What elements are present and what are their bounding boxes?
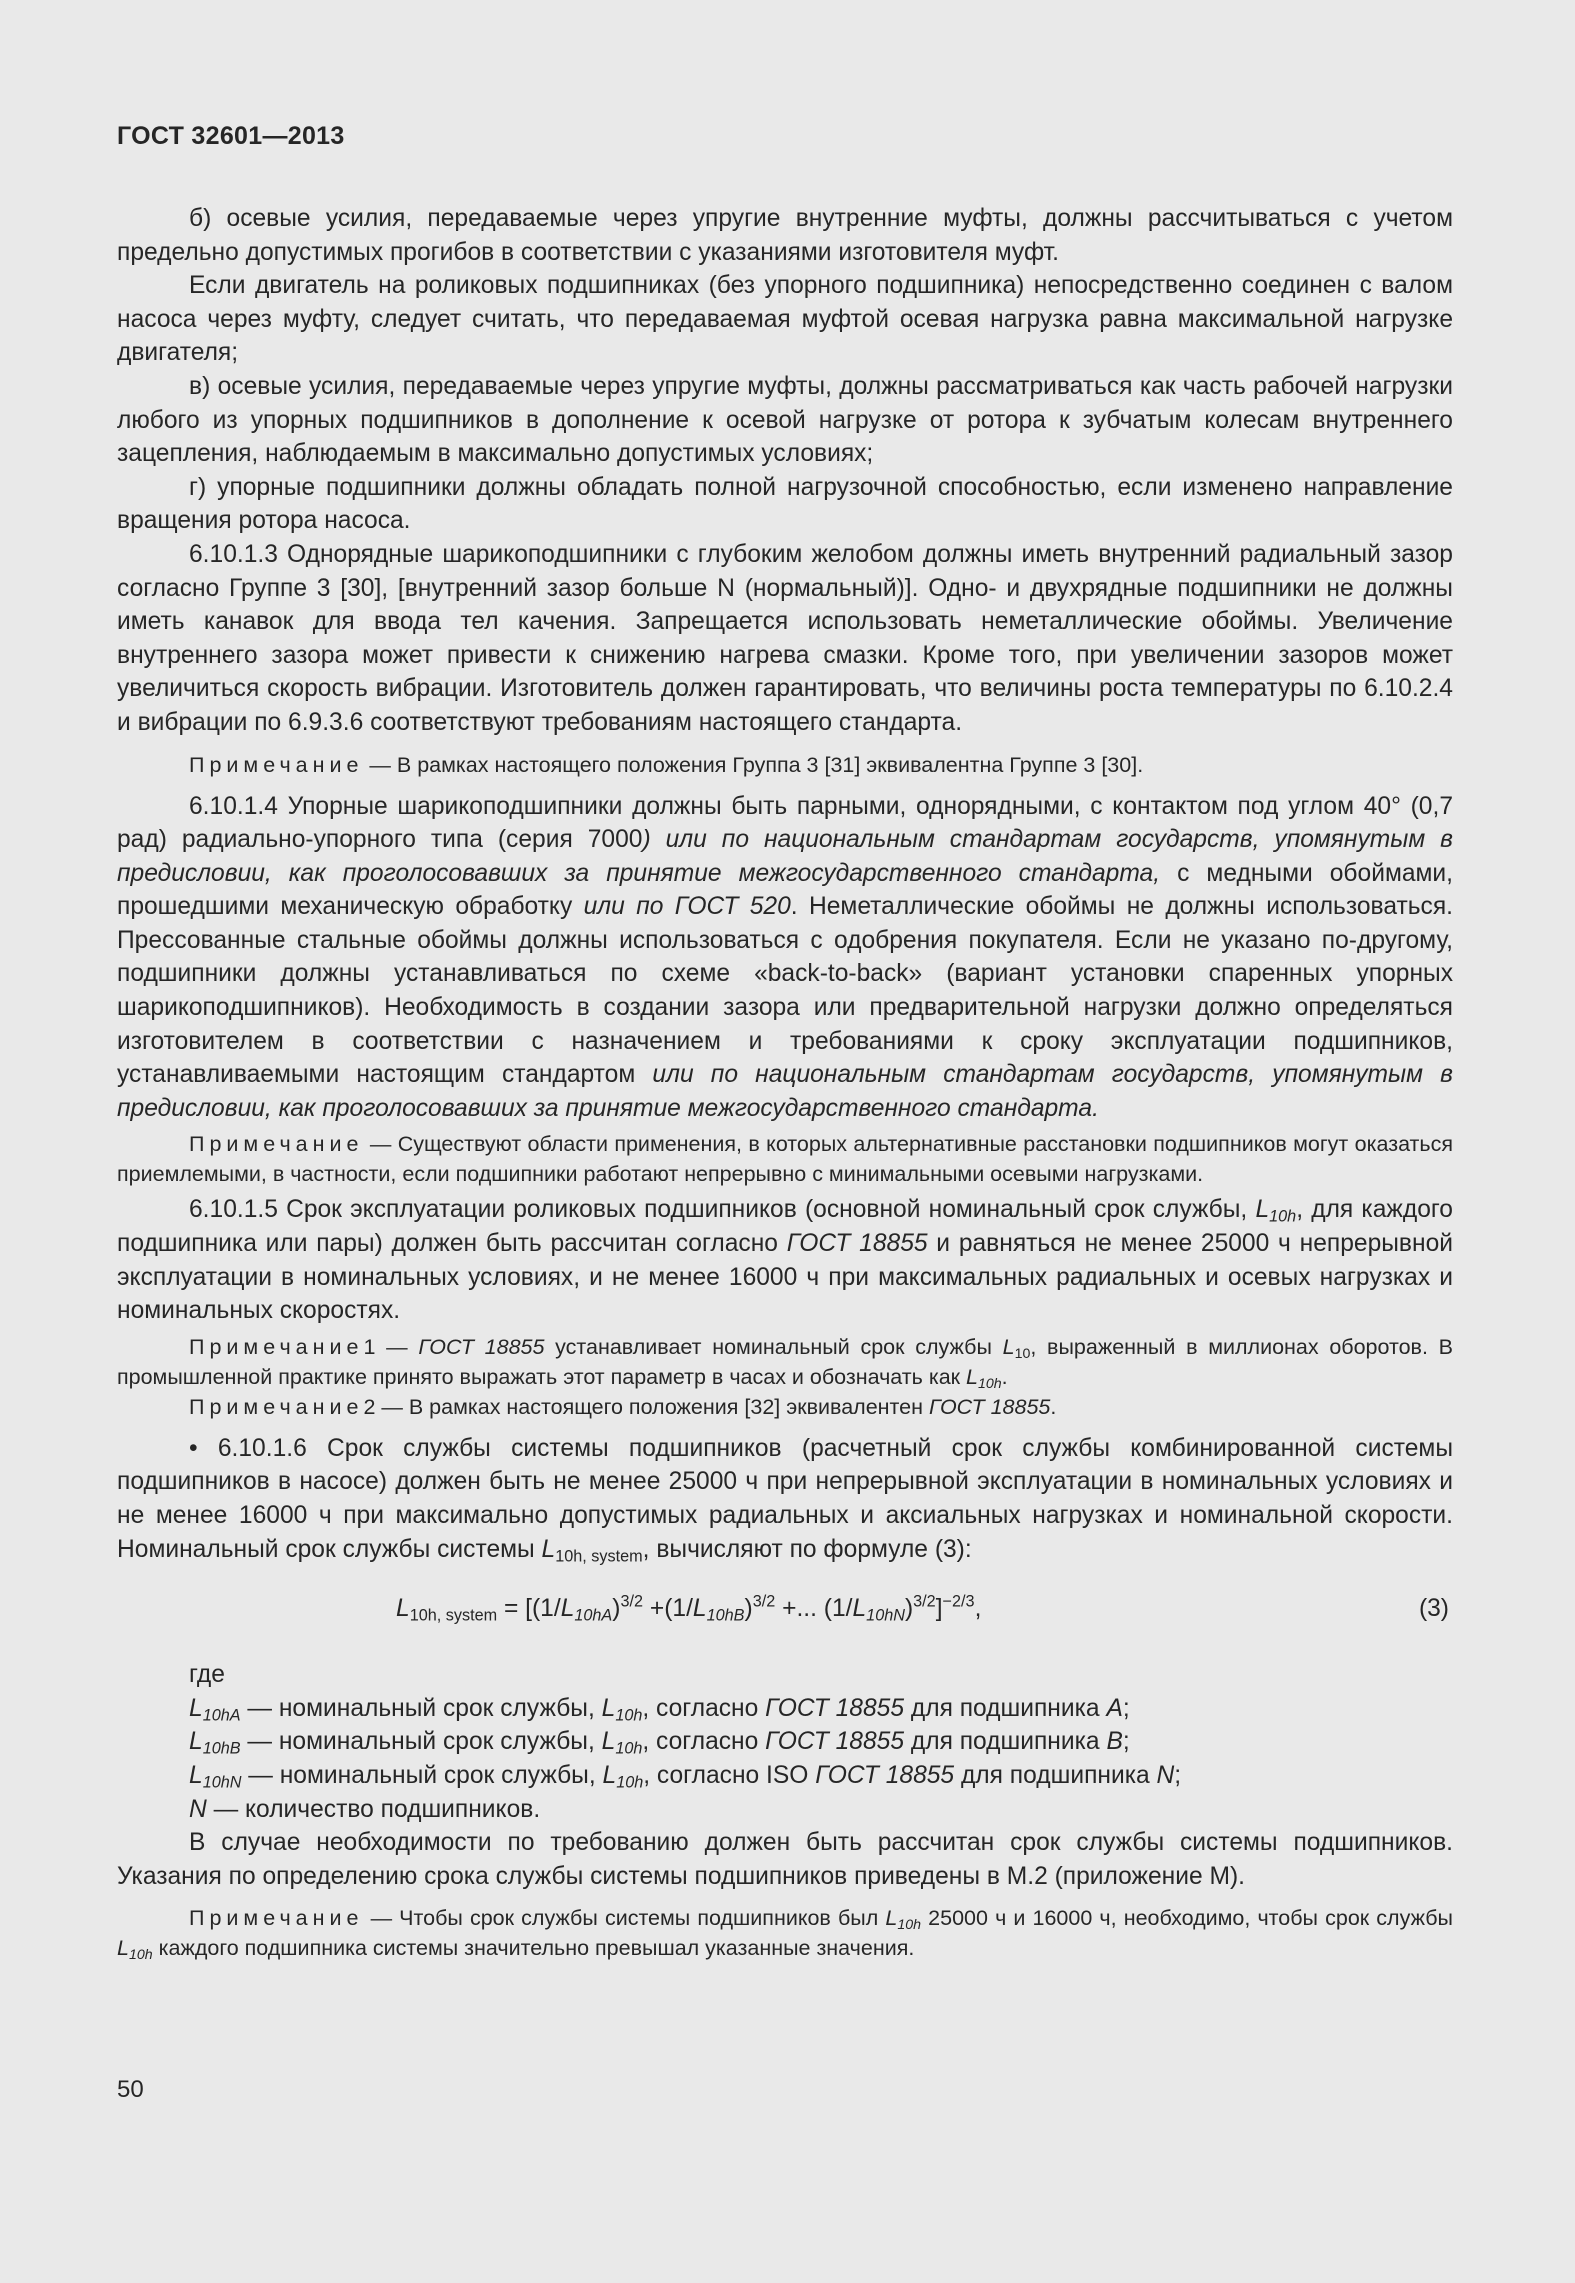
- paragraph-b-1: б) осевые усилия, передаваемые через упругие внутренние муфты, должны рассчитываться с учетом предельно допустимых прогибов в соответствии с указаниями изготовителя муфт.: [117, 205, 1453, 266]
- formula-expression: $L_{10h, system} = [(1/L_{10hA})^{3/2} +(1/L_{10hB})^{3/2}$ +... $(1/L_{10hN})^{3/2}]^{-2/3}$,: [396, 1592, 982, 1625]
- paragraph-system-life: В случае необходимости по требованию должен быть рассчитан срок службы системы подшипников. Указания по определению срока службы системы подшипников приведены в М.2 (приложение М).: [117, 1829, 1453, 1890]
- note-group-3: [117, 750, 1453, 780]
- note-label: Примечание: [189, 1394, 364, 1419]
- note-text: — В рамках настоящего положения Группа 3 [31] эквивалентна Группе 3 [30].: [363, 752, 1144, 777]
- note-system-life: Примечание — Чтобы срок службы системы подшипников был $L_{10h}$ 25000 ч и 16000 ч, необходимо, чтобы срок службы $L_{10h}$ каждого подшипника системы значительно превышал указанные значения.: [117, 1906, 1453, 1964]
- document-header: ГОСТ 32601—2013: [117, 122, 345, 150]
- note-label: Примечание: [189, 1132, 364, 1157]
- definition-l10hb: $L_{10hB}$ — номинальный срок службы, $L_{10h}$, согласно ГОСТ 18855 для подшипника B;: [189, 1728, 1130, 1758]
- note-label: Примечание: [189, 1334, 364, 1359]
- page-number: 50: [117, 2076, 144, 2103]
- definition-l10hn: $L_{10hN}$ — номинальный срок службы, $L_{10h}$, согласно ISO ГОСТ 18855 для подшипника N;: [189, 1761, 1182, 1792]
- definition-n: N — количество подшипников.: [189, 1795, 541, 1823]
- note-1-gost-18855: Примечание1 — ГОСТ 18855 устанавливает номинальный срок службы $L_{10}$, выраженный в миллионах оборотов. В промышленной практике принято выражать этот параметр в часах и обозначать как $L_{10h}$.: [117, 1334, 1453, 1392]
- clause-6-10-1-4: 6.10.1.4 Упорные шарикоподшипники должны быть парными, однорядными, с контактом под углом 40° (0,7 рад) радиально-упорного типа (серия 7000) или по национальным стандартам государств, упомянутым в предисловии, как проголосовавших за принятие межгосударственного стандарта, с медными обоймами, прошедшими механическую обработку или по ГОСТ 520. Неметаллические обоймы не должны использоваться. Прессованные стальные обоймы должны использоваться с одобрения покупателя. Если не указано по-другому, подшипники должны устанавливаться по схеме «back-to-back» (вариант установки спаренных упорных шарикоподшипников). Необходимость в создании зазора или предварительной нагрузки должно определяться изготовителем в соответствии с назначением и требованиями к сроку эксплуатации подшипников, устанавливаемыми настоящим стандартом или по национальным стандартам государств, упомянутым в предисловии, как проголосовавших за принятие межгосударственного стандарта.: [117, 792, 1454, 1122]
- formula-number: (3): [1418, 1595, 1449, 1623]
- clause-6-10-1-3: 6.10.1.3 Однорядные шарикоподшипники с глубоким желобом должны иметь внутренний радиальный зазор согласно Группе 3 [30], [внутренний зазор больше N (нормальный)]. Одно- и двухрядные подшипники не должны иметь канавок для ввода тел качения. Запрещается использовать неметаллические обоймы. Увеличение внутреннего зазора может привести к снижению нагрева смазки. Кроме того, при увеличении зазоров может увеличиться скорость вибрации. Изготовитель должен гарантировать, что величины роста температуры по 6.10.2.4 и вибрации по 6.9.3.6 соответствуют требованиям настоящего стандарта.: [117, 540, 1453, 736]
- note-2-equivalence: Примечание2 — В рамках настоящего положения [32] эквивалентен ГОСТ 18855.: [189, 1394, 1057, 1419]
- formula-3: [117, 1580, 1453, 1640]
- note-alt-arrangements: [117, 1129, 1453, 1189]
- paragraph-g: г) упорные подшипники должны обладать полной нагрузочной способностью, если изменено направление вращения ротора насоса.: [117, 473, 1453, 535]
- note-text: — Существуют области применения, в которых альтернативные расстановки подшипников могут оказаться приемлемыми, в частности, если подшипники работают непрерывно с минимальными осевыми нагрузками.: [117, 1132, 1453, 1187]
- clause-6-10-1-5: 6.10.1.5 Срок эксплуатации роликовых подшипников (основной номинальный срок службы, $L_{10h}$, для каждого подшипника или пары) должен быть рассчитан согласно ГОСТ 18855 и равняться не менее 25000 ч непрерывной эксплуатации в номинальных условиях, и не менее 16000 ч при максимальных радиальных и осевых нагрузках и номинальных скоростях.: [117, 1196, 1453, 1325]
- note-label: Примечание: [189, 1906, 364, 1931]
- note-label: Примечание: [189, 752, 364, 777]
- definition-l10ha: $L_{10hA}$ — номинальный срок службы, $L_{10h}$, согласно ГОСТ 18855 для подшипника A;: [189, 1694, 1130, 1725]
- paragraph-v: в) осевые усилия, передаваемые через упругие муфты, должны рассматриваться как часть рабочей нагрузки любого из упорных подшипников в дополнение к осевой нагрузке от ротора к зубчатым колесам внутреннего зацепления, наблюдаемым в максимально допустимых условиях;: [117, 372, 1453, 468]
- where-label: где: [189, 1661, 225, 1689]
- document-body: [117, 202, 1453, 1963]
- paragraph-b-2: Если двигатель на роликовых подшипниках (без упорного подшипника) непосредственно соединен с валом насоса через муфту, следует считать, что передаваемая муфтой осевая нагрузка равна максимальной нагрузке двигателя;: [117, 272, 1453, 367]
- clause-6-10-1-6: • 6.10.1.6 Срок службы системы подшипников (расчетный срок службы комбинированной системы подшипников в насосе) должен быть не менее 25000 ч при непрерывной эксплуатации в номинальных условиях и не менее 16000 ч при максимально допустимых радиальных и аксиальных нагрузках и номинальной скорости. Номинальный срок службы системы $L_{10h, system}$, вычисляют по формуле (3):: [117, 1434, 1453, 1566]
